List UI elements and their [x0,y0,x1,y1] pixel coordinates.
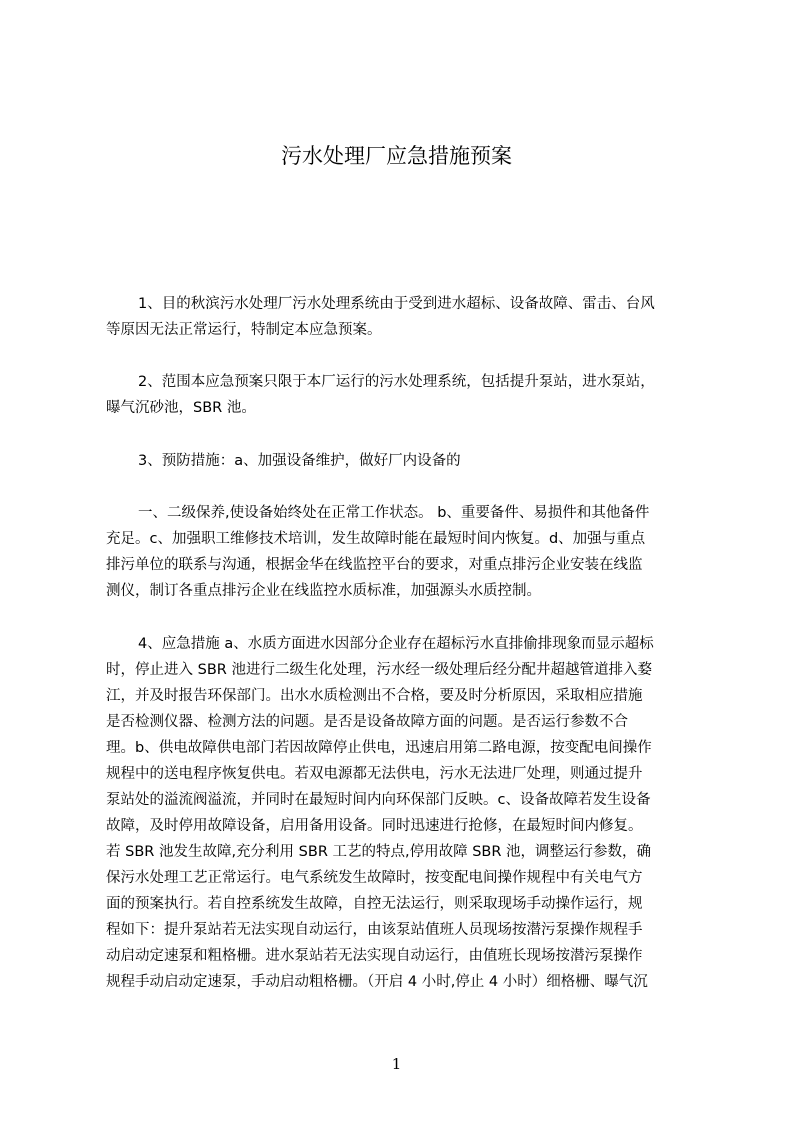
text-line: 江，并及时报告环保部门。出水水质检测出不合格，要及时分析原因，采取相应措施 [106,688,643,704]
text-line: 规程中的送电程序恢复供电。若双电源都无法供电，污水无法进厂处理，则通过提升 [106,766,643,782]
section-emergency-measures [106,631,708,995]
text-line: 2、范围本应急预案只限于本厂运行的污水处理系统，包括提升泵站，进水泵站， [138,374,655,390]
section-scope [106,369,708,421]
text-line: 故障，及时停用故障设备，启用备用设备。同时迅速进行抢修，在最短时间内修复。 [106,818,643,834]
text-line: 一、二级保养,使设备始终处在正常工作状态。 b、重要备件、易损件和其他备件 [138,505,650,521]
text-line: 排污单位的联系与沟通，根据金华在线监控平台的要求，对重点排污企业安装在线监 [106,557,643,573]
text-line: 面的预案执行。若自控系统发生故障，自控无法运行，则采取现场手动操作运行，规 [106,896,643,912]
text-line: 保污水处理工艺正常运行。电气系统发生故障时，按变配电间操作规程中有关电气方 [106,870,643,886]
document-title: 污水处理厂应急措施预案 [281,144,512,168]
page-number: 1 [391,1055,402,1073]
text-line: 动启动定速泵和粗格栅。进水泵站若无法实现自动运行，由值班长现场按潜污泵操作 [106,948,643,964]
text-line: 若 SBR 池发生故障,充分利用 SBR 工艺的特点,停用故障 SBR 池，调整运行参数，确 [106,844,652,860]
text-line: 充足。c、加强职工维修技术培训，发生故障时能在最短时间内恢复。d、加强与重点 [106,531,646,547]
section-maintenance [106,500,708,604]
text-line: 泵站处的溢流阀溢流，并同时在最短时间内向环保部门反映。c、设备故障若发生设备 [106,792,651,808]
text-line: 曝气沉砂池，SBR 池。 [106,400,256,416]
text-line: 规程手动启动定速泵，手动启动粗格栅。（开启 4 小时,停止 4 小时）细格栅、曝气沉 [106,974,648,990]
text-line: 等原因无法正常运行，特制定本应急预案。 [106,322,382,338]
text-line: 是否检测仪器、检测方法的问题。是否是设备故障方面的问题。是否运行参数不合 [106,714,628,730]
text-line: 1、目的秋滨污水处理厂污水处理系统由于受到进水超标、设备故障、雷击、台风 [138,296,655,312]
section-purpose [106,291,708,343]
text-line: 4、应急措施 a、水质方面进水因部分企业存在超标污水直排偷排现象而显示超标 [138,636,654,652]
text-line: 时，停止进入 SBR 池进行二级生化处理，污水经一级处理后经分配井超越管道排入婺 [106,662,652,678]
section-prevention [106,448,708,474]
text-line: 理。b、供电故障供电部门若因故障停止供电，迅速启用第二路电源，按变配电间操作 [106,740,652,756]
text-line: 3、预防措施：a、加强设备维护，做好厂内设备的 [138,453,461,469]
text-line: 程如下：提升泵站若无法实现自动运行，由该泵站值班人员现场按潜污泵操作规程手 [106,922,643,938]
text-line: 测仪，制订各重点排污企业在线监控水质标准，加强源头水质控制。 [106,583,541,599]
